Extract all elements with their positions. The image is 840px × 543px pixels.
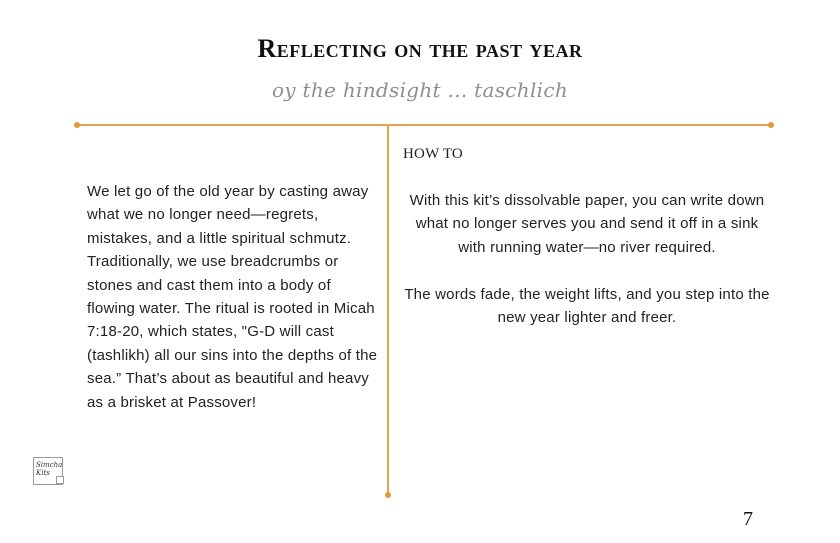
horizontal-divider [77, 124, 771, 126]
how-to-paragraph-2: The words fade, the weight lifts, and you step into the new year lighter and freer. [404, 285, 770, 327]
vertical-divider [387, 124, 389, 495]
divider-bottom-dot [385, 492, 391, 498]
divider-left-dot [74, 122, 80, 128]
left-column-body: We let go of the old year by casting away what we no longer need—regrets, mistakes, and a little spiritual schmutz. Traditionally, we use breadcrumbs or stones and cast them into a body of flowing water. The ritual is rooted in Micah 7:18-20, which states, "G-D will cast (tashlikh) all our sins into the depths of the sea.” That’s about as beautiful and heavy as a brisket at Passover! [87, 183, 378, 411]
brand-logo: Simcha Kits [33, 457, 63, 485]
how-to-paragraph-1: With this kit’s dissolvable paper, you can write down what no longer serves you and send it off in a sink with running water—no river required. [409, 192, 765, 256]
right-column-body [402, 189, 772, 353]
page-title: Reflecting on the past year [257, 34, 583, 63]
page-number: 7 [743, 508, 753, 530]
page-subtitle: oy the hindsight ... taschlich [271, 78, 569, 102]
divider-right-dot [768, 122, 774, 128]
brand-logo-tab-icon [56, 476, 64, 484]
how-to-heading: HOW TO [403, 146, 463, 162]
